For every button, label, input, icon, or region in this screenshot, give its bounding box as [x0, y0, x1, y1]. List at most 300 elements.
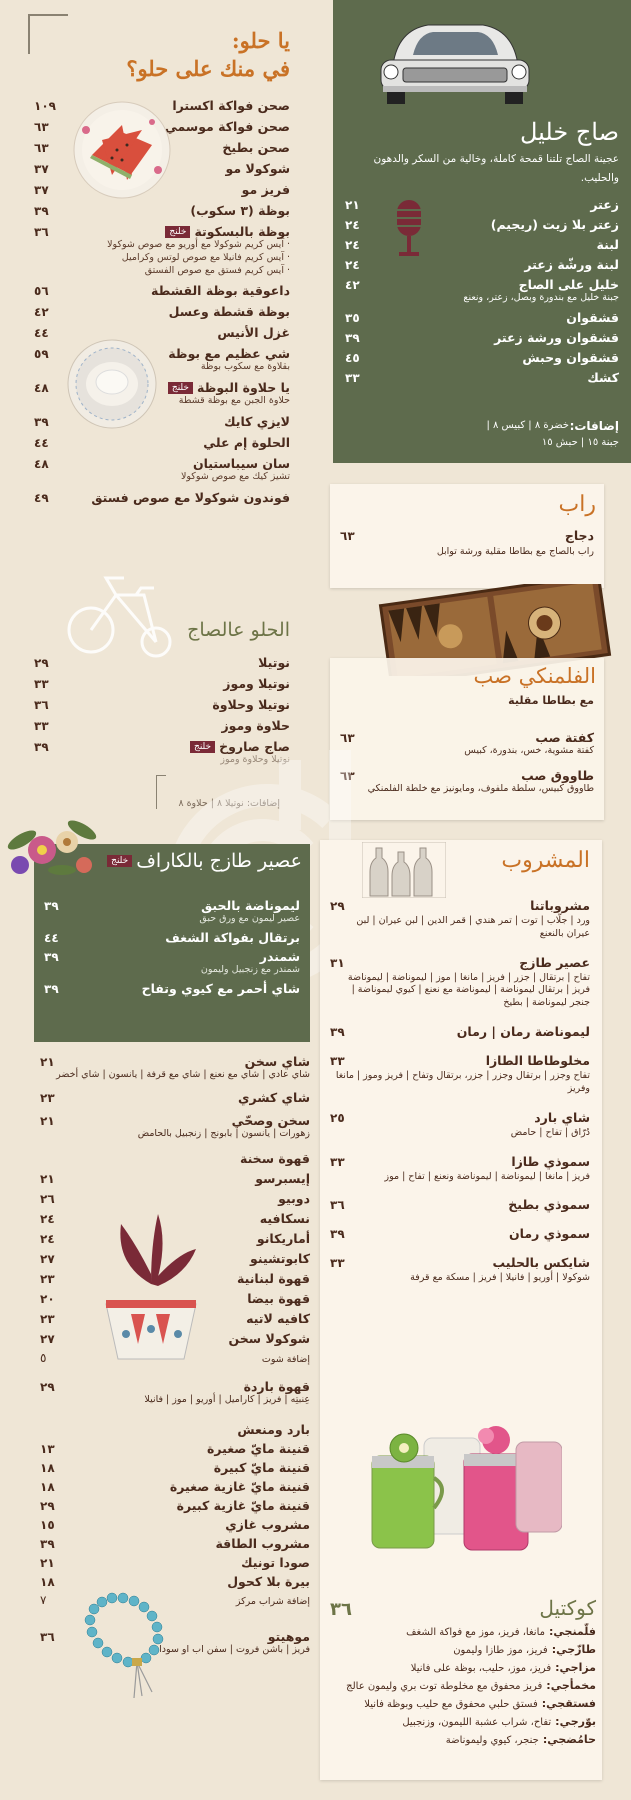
dessert-item-price: ٥٦ — [34, 284, 49, 299]
saj-item-price: ٢١ — [345, 198, 360, 212]
saj-list — [345, 192, 619, 385]
dessert-item-label-group — [242, 182, 290, 197]
dessert-item-note: حلاوة الجبن مع بوظة قشطة — [178, 395, 290, 407]
coffee-item-price: ٥ — [40, 1350, 47, 1365]
cold-drink-item-price: ٧ — [40, 1593, 47, 1608]
drink-item-name: شايكس بالحليب — [492, 1255, 590, 1271]
drink-item-price: ٣١ — [330, 955, 345, 970]
dessert-item-name: فريز مو — [241, 182, 290, 197]
dessert-item-badge: خلنج — [165, 226, 190, 238]
sweet-saj-item-name: نوتيلا وحلاوة — [212, 697, 290, 712]
dessert-item-price: ٥٩ — [34, 347, 49, 362]
juice-item-price: ٣٩ — [44, 949, 59, 964]
saj-item-price: ٤٢ — [345, 278, 360, 292]
dessert-item-name: سان سيباستيان — [192, 456, 290, 472]
coffee-item-name: قهوة لبنانية — [237, 1270, 310, 1286]
cocktail-item — [330, 1733, 596, 1746]
saj-description: عجينة الصاج تلتنا قمحة كاملة، وخالية من السكر والدهون والحليب. — [373, 153, 619, 185]
flamenco-item-label-group — [521, 768, 594, 783]
drink-item-note: ورد | جلّاب | توت | تمر هندي | قمر الدين | لبن عيران | لبن عيران بالنعنع — [356, 915, 590, 939]
hot-drink-item-name: شاي سخن — [244, 1054, 310, 1069]
sweet-saj-extras: إضافات: نوتيلا ٨ | حلاوة ٨ — [178, 798, 280, 809]
cocktail-item-name: فستقجي: — [541, 1697, 596, 1710]
hot-coffee-heading: قهوة سخنة — [240, 1150, 310, 1166]
sweet-saj-item-name: نوتيلا وموز — [223, 676, 290, 691]
drink-item-label-group — [519, 955, 590, 970]
wrap-item-price: ٦٣ — [340, 529, 355, 543]
juice-item — [44, 949, 300, 964]
saj-item — [345, 257, 619, 272]
coffee-item-price: ٢١ — [40, 1171, 55, 1186]
wrap-item-note: راب بالصاج مع بطاطا مقلية ورشة توابل — [436, 546, 594, 557]
saj-item-label-group — [522, 350, 619, 365]
dessert-item — [34, 490, 290, 505]
saj-item-name: خليل على الصاج — [518, 277, 619, 292]
saj-item — [345, 277, 619, 292]
drink-item-price: ٢٩ — [330, 899, 345, 913]
cocktail-item-desc: تفاح، شراب عشبة الليمون، وزنجبيل — [402, 1717, 552, 1728]
sweet-saj-title: الحلو عالصاج — [187, 619, 290, 641]
saj-item-label-group — [524, 257, 619, 272]
sweet-saj-item-price: ٣٦ — [34, 698, 49, 712]
coffee-item-price: ٢٣ — [40, 1311, 55, 1326]
drink-item — [330, 955, 590, 970]
dessert-plate-image — [66, 338, 158, 430]
sweet-saj-item-price: ٣٣ — [34, 677, 49, 691]
sweet-saj-item-label-group — [212, 697, 290, 712]
juice-item-price: ٣٩ — [44, 899, 59, 913]
flamenco-item-price: ٦٣ — [340, 768, 355, 783]
cocktail-item-desc: فستق حلبي محفوق مع حليب وبوظة فانيلا — [364, 1699, 538, 1710]
sweet-saj-item — [34, 655, 290, 670]
drinks-title: المشروب — [501, 848, 590, 873]
dessert-item — [34, 435, 290, 450]
drink-item-price: ٣٩ — [330, 1025, 345, 1040]
sweet-saj-item-badge: خلنج — [190, 741, 215, 753]
desserts-subheading: في منك على حلو؟ — [126, 56, 290, 81]
drink-item-note: تفاح وجزر | برتقال وجزر | جزر، برتقال وتفاح | فريز وموز | مانغا وفريز — [335, 1070, 590, 1094]
saj-item-name: قشقوان — [566, 309, 619, 325]
dessert-item-label-group — [217, 325, 290, 340]
drink-item-label-group — [511, 1154, 590, 1169]
saj-item-price: ٤٥ — [345, 350, 360, 365]
cocktail-item — [330, 1643, 596, 1656]
flowers-illustration — [2, 810, 102, 890]
dessert-item-note: تشيز كيك مع صوص شوكولا — [180, 471, 290, 483]
saj-item — [345, 237, 619, 252]
coffee-item-price: ٢٤ — [40, 1211, 55, 1226]
cocktail-item — [330, 1715, 596, 1728]
saj-item-price: ٢٤ — [345, 258, 360, 272]
saj-item-price: ٣٣ — [345, 370, 360, 385]
cold-drink-item-price: ١٣ — [40, 1442, 55, 1457]
coffee-item-name: إيسبرسو — [255, 1170, 310, 1186]
drink-item — [330, 898, 590, 913]
drink-item-price: ٣٣ — [330, 1256, 345, 1271]
cold-drink-item-name: قنينة مايّ غازية صغيرة — [169, 1479, 310, 1495]
dessert-item-name: صحن بطيخ — [222, 140, 290, 155]
cold-drink-item-price: ١٨ — [40, 1480, 55, 1495]
dessert-item-label-group — [168, 346, 290, 361]
dessert-item-name: فوندون شوكولا مع صوص فستق — [91, 489, 290, 505]
hot-drink-item-price: ٢٣ — [40, 1090, 55, 1105]
cocktail-item — [330, 1679, 596, 1692]
dessert-item — [34, 456, 290, 471]
dessert-item-label-group — [193, 456, 290, 471]
dessert-item-name: بوظة بالبسكوتة — [194, 224, 290, 239]
vintage-car-image — [373, 10, 533, 110]
saj-item-note: جبنة خليل مع بندورة وبصل، زعتر، ونعنع — [463, 292, 619, 303]
coffee-item-name: كابوتشينو — [250, 1250, 310, 1266]
saj-item-price: ٣٥ — [345, 310, 360, 325]
saj-item-label-group — [566, 310, 619, 325]
wrap-item-row — [340, 528, 594, 543]
juice-list — [44, 894, 300, 996]
drink-item — [330, 1053, 590, 1068]
drink-item-label-group — [486, 1053, 590, 1068]
saj-item-name: لبنة ورشّة زعتر — [524, 257, 619, 272]
saj-item-price: ٢٤ — [345, 238, 360, 252]
drink-item-note: فريز | مانغا | ليموناضة | ليموناضة ونعنع | تفاح | موز — [384, 1170, 590, 1182]
drink-item-label-group — [509, 1226, 590, 1241]
corner-ornament — [28, 14, 68, 54]
juice-item — [44, 898, 300, 913]
juice-item-label-group — [201, 898, 300, 913]
cocktail-title-row — [330, 1596, 596, 1620]
flamenco-item-name: طاووق صب — [521, 767, 594, 783]
juice-item-name: شمندر — [259, 948, 300, 964]
wrap-title: راب — [558, 492, 596, 517]
mojito-item-note: فريز | باشن فروت | سفن اب او سودا — [159, 1644, 310, 1656]
dessert-item-name: بوظة قشطة وعسل — [168, 304, 290, 320]
coffee-item-name: إضافة شوت — [261, 1353, 310, 1365]
dessert-item-label-group — [172, 98, 290, 113]
cocktail-item — [330, 1697, 596, 1710]
dessert-item-price: ٣٩ — [34, 415, 49, 430]
coffee-item-price: ٢٠ — [40, 1291, 55, 1306]
dessert-item-name: غزل الأنيس — [217, 325, 290, 341]
drink-item — [330, 1255, 590, 1270]
cold-drink-item — [40, 1498, 310, 1513]
wrap-card — [330, 484, 604, 588]
drink-item-label-group — [530, 898, 590, 913]
dessert-item-label-group — [226, 161, 290, 176]
dessert-item-name: يا حلاوة البوظة — [196, 380, 290, 396]
coffee-cup-illustration — [96, 1214, 206, 1364]
dessert-item-name: لايزي كايك — [224, 414, 290, 430]
hot-drink-item — [40, 1113, 310, 1128]
cocktail-item-desc: فريز محفوق مع مخلوطة توت بري وليمون عالج — [346, 1681, 543, 1692]
saj-item-label-group — [590, 197, 619, 212]
dessert-item-price: ٤٢ — [34, 305, 49, 320]
hot-drink-item-price: ٢١ — [40, 1055, 55, 1069]
saj-item-label-group — [587, 370, 619, 385]
cold-drink-item — [40, 1460, 310, 1475]
cocktail-title: كوكتيل — [539, 1596, 596, 1620]
dessert-item-price: ٣٩ — [34, 204, 49, 218]
hot-drink-item — [40, 1090, 310, 1105]
drink-item-label-group — [534, 1110, 590, 1125]
juice-title-row — [103, 850, 302, 872]
cold-drink-item-price: ٢١ — [40, 1556, 55, 1571]
drink-item-name: عصير طازج — [519, 954, 590, 970]
coffee-item — [40, 1171, 310, 1186]
coffee-item-price: ٢٣ — [40, 1271, 55, 1286]
cold-drink-item — [40, 1441, 310, 1456]
cold-coffee-item — [40, 1379, 310, 1394]
sweet-saj-item-name: نوتيلا — [258, 655, 290, 670]
saj-item — [345, 370, 619, 385]
saj-item-label-group — [519, 277, 619, 292]
drink-item-price: ٣٩ — [330, 1227, 345, 1242]
cold-drink-item-price: ٢٩ — [40, 1499, 55, 1514]
dessert-item-label-group — [169, 304, 290, 319]
drink-item-name: سموذي رمان — [508, 1226, 590, 1242]
prayer-beads-illustration — [82, 1592, 182, 1702]
hot-drink-item-price: ٢١ — [40, 1113, 55, 1128]
dessert-item-label-group — [203, 435, 290, 450]
coffee-item-name: شوكولا سخن — [228, 1330, 310, 1346]
sweet-saj-item-name: حلاوة وموز — [221, 718, 290, 733]
drink-item — [330, 1226, 590, 1241]
juice-title: عصير طازج بالكاراف — [136, 850, 302, 872]
juice-item-label-group — [260, 949, 300, 964]
cold-coffee-item-name: قهوة باردة — [243, 1378, 310, 1394]
drink-item-name: شاي بارد — [534, 1109, 590, 1125]
cold-drink-item — [40, 1555, 310, 1570]
dessert-item-note: · آيس كريم فستق مع صوص الفستق — [144, 264, 290, 276]
sweet-saj-item-note: نوتيلا وحلاوة وموز — [220, 754, 290, 765]
cocktail-item — [330, 1661, 596, 1674]
mason-jar-drinks-image — [366, 1418, 562, 1554]
sweet-saj-item-price: ٢٩ — [34, 656, 49, 670]
saj-item-label-group — [597, 237, 619, 252]
juice-item-label-group — [142, 981, 300, 996]
dessert-item-name: صحن فواكة موسمي — [164, 119, 290, 134]
drink-item-price: ٣٣ — [330, 1054, 345, 1069]
drink-item-note: شوكولا | أوريو | فانيلا | فريز | مسكة مع قرفة — [410, 1272, 590, 1284]
cold-drink-item-name: قنينة مايّ صغيرة — [206, 1441, 310, 1457]
drink-item-name: مشروباتنا — [530, 898, 590, 913]
dessert-item-note: · آيس كريم شوكولا مع أوريو مع صوص شوكولا — [107, 239, 290, 250]
cold-drink-item-price: ١٨ — [40, 1461, 55, 1476]
cocktail-item-desc: جنجر، كيوي وليموناضة — [445, 1735, 539, 1746]
sweet-saj-item — [34, 697, 290, 712]
dessert-item — [34, 304, 290, 319]
cocktail-price: ٣٦ — [330, 1599, 352, 1620]
juice-item-price: ٣٩ — [44, 981, 59, 996]
hot-drink-item-note: زهورات | يانسون | بابونج | زنجبيل بالحامض — [137, 1127, 310, 1139]
cold-drinks-heading: بارد ومنعش — [237, 1422, 310, 1438]
dessert-item — [34, 203, 290, 218]
drink-item-price: ٣٦ — [330, 1198, 345, 1213]
flamenco-item-label-group — [535, 730, 594, 745]
cocktail-item-name: حامُضجي: — [542, 1733, 596, 1746]
dessert-item-label-group — [222, 140, 290, 155]
juice-item — [44, 930, 300, 945]
flamenco-title: الفلمنكي صب — [473, 664, 596, 688]
saj-extras-label: إضافات: — [569, 419, 619, 433]
dessert-item-price: ٤٤ — [34, 326, 49, 341]
flamenco-item-price: ٦٣ — [340, 731, 355, 745]
dessert-item-price: ٦٣ — [34, 120, 49, 134]
cocktail-list — [330, 1625, 596, 1746]
saj-item-name: زعتر — [590, 197, 619, 212]
saj-panel — [333, 0, 631, 463]
cold-drink-item — [40, 1479, 310, 1494]
saj-item — [345, 330, 619, 345]
sweet-saj-item-price: ٣٣ — [34, 719, 49, 733]
dessert-item-name: شوكولا مو — [225, 161, 290, 176]
cocktail-item-name: مزاجي: — [555, 1661, 596, 1674]
cold-drink-item-name: قنينة مايّ كبيرة — [213, 1460, 310, 1476]
juice-item — [44, 981, 300, 996]
saj-item-name: قشقوان ورشة زعتر — [494, 329, 619, 345]
juice-badge: خلنج — [107, 855, 132, 867]
juice-item-name: ليموناضة بالحبق — [201, 898, 300, 913]
cold-drink-item-price: ١٨ — [40, 1575, 55, 1590]
mojito-item-price: ٣٦ — [40, 1630, 55, 1645]
cocktail-item-name: مخمأجي: — [546, 1679, 596, 1692]
saj-item-name: زعتر بلا زيت (ريجيم) — [490, 217, 619, 232]
dessert-item-price: ٣٦ — [34, 225, 49, 239]
dessert-item-label-group — [190, 203, 290, 218]
drink-item — [330, 1024, 590, 1039]
cold-drink-item-name: إضافة شراب مركز — [235, 1596, 310, 1608]
dessert-item-price: ٣٧ — [34, 183, 49, 197]
sweet-saj-item-label-group — [223, 676, 290, 691]
saj-item-name: قشقوان وحبش — [522, 349, 619, 365]
juice-item-name: برتقال بفواكة الشغف — [165, 929, 300, 945]
saj-item — [345, 350, 619, 365]
saj-item — [345, 310, 619, 325]
drink-item-label-group — [493, 1255, 591, 1270]
drink-item-note: دُرّاق | تفاح | حامض — [510, 1126, 590, 1138]
desserts-section — [28, 14, 290, 574]
hot-drink-item-name: شاي كشري — [237, 1089, 310, 1105]
cold-drink-item-name: بيرة بلا كحول — [227, 1574, 310, 1590]
cold-drink-item — [40, 1536, 310, 1551]
saj-item-name: لبنة — [596, 237, 619, 252]
dessert-item-price: ٦٣ — [34, 141, 49, 155]
saj-item — [345, 197, 619, 212]
cold-drink-item-name: مشروب الطاقة — [215, 1536, 310, 1552]
cocktail-item-desc: مانغا، فريز، موز مع فواكة الشغف — [406, 1627, 545, 1638]
drink-item-name: سموذي طازا — [511, 1153, 590, 1169]
saj-extras-line2: جبنة ١٥ | حبش ١٥ — [541, 437, 619, 448]
dessert-item-price: ٤٩ — [34, 490, 49, 505]
coffee-item-name: قهوة بيضا — [247, 1290, 310, 1306]
saj-item-label-group — [491, 217, 619, 232]
coffee-item-name: دوبيو — [278, 1190, 310, 1206]
dessert-item-label-group — [151, 283, 290, 298]
dessert-item-label-group — [161, 224, 290, 239]
cocktail-item-name: بوّرجي: — [555, 1715, 596, 1728]
cocktail-item — [330, 1625, 596, 1638]
dessert-item-badge: خلنج — [168, 382, 193, 394]
dessert-item-label-group — [91, 490, 290, 505]
sweet-saj-item-name: صاج صاروخ — [219, 739, 290, 754]
cold-drink-item — [40, 1574, 310, 1589]
cold-drink-item-name: صودا تونيك — [241, 1555, 310, 1571]
juice-item-label-group — [165, 930, 300, 945]
dessert-item-name: بوظة (٣ سكوب) — [190, 203, 290, 218]
dessert-item-price: ١٠٩ — [34, 99, 56, 113]
juice-item-note: عصير ليمون مع ورق حبق — [199, 913, 300, 924]
dessert-item-price: ٣٧ — [34, 162, 49, 176]
dessert-item-price: ٤٤ — [34, 436, 49, 451]
hot-drink-item — [40, 1054, 310, 1069]
coffee-item-price: ٢٧ — [40, 1251, 55, 1266]
cocktail-item-desc: فريز، موز، حليب، بوظة على فانيلا — [410, 1663, 552, 1674]
cold-coffee-item-price: ٢٩ — [40, 1379, 55, 1394]
saj-item-price: ٣٩ — [345, 330, 360, 345]
juice-item-price: ٤٤ — [44, 930, 59, 945]
coffee-item-price: ٢٤ — [40, 1231, 55, 1246]
juice-item-name: شاي أحمر مع كيوي وتفاح — [141, 980, 300, 996]
cold-drink-item-price: ٣٩ — [40, 1537, 55, 1552]
dessert-item-note: بقلاوة مع سكوب بوظة — [200, 361, 290, 373]
cold-drink-item-price: ١٥ — [40, 1518, 55, 1533]
cocktail-section — [330, 1596, 596, 1772]
sweet-saj-item-label-group — [258, 655, 290, 670]
dessert-item-name: الحلوة إم علي — [203, 435, 290, 451]
cold-drink-item-name: قنينة مايّ غازية كبيرة — [176, 1498, 310, 1514]
saj-item-price: ٢٤ — [345, 218, 360, 232]
desserts-heading: يا حلو: — [231, 28, 290, 53]
drinks-list — [330, 884, 590, 1285]
drink-item-name: مخلوطاطا الطازا — [485, 1053, 590, 1069]
coffee-item-name: نسكافيه — [259, 1210, 310, 1226]
dessert-item-name: داعوقية بوظة القشطة — [151, 283, 290, 299]
cocktail-item-name: طازّجي: — [551, 1643, 596, 1656]
flamenco-item-name: كفتة صب — [535, 730, 594, 745]
sweet-saj-item-price: ٣٩ — [34, 740, 49, 754]
hot-drink-item-note: شاي عادي | شاي مع نعنع | شاي مع قرفة | يانسون | شاي أخضر — [56, 1069, 310, 1080]
drink-item-name: سموذي بطيخ — [508, 1197, 590, 1213]
coffee-item-name: أماريكانو — [256, 1230, 310, 1246]
hot-drink-item-name: سخن وصحّي — [231, 1112, 310, 1128]
coffee-item-name: كافيه لاتيه — [246, 1310, 310, 1326]
drink-item-label-group — [457, 1024, 590, 1039]
dessert-item-label-group — [164, 380, 290, 395]
wrap-item-name: دجاج — [564, 528, 594, 543]
coffee-item-price: ٢٦ — [40, 1191, 55, 1206]
drink-item — [330, 1110, 590, 1125]
drink-item-price: ٣٣ — [330, 1154, 345, 1169]
cold-coffee-item-note: عِنبتِه | فريز | كاراميل | أوريو | موز | فانيلا — [144, 1393, 310, 1405]
dessert-item-name: شي عظيم مع بوظة — [168, 346, 290, 362]
coffee-item — [40, 1191, 310, 1206]
dessert-item — [34, 224, 290, 239]
dessert-item-name: صحن فواكة اكسترا — [172, 98, 290, 113]
fruit-plate-image — [72, 100, 172, 200]
sweet-saj-item — [34, 676, 290, 691]
cocktail-item-desc: فريز، موز طازا وليمون — [453, 1645, 548, 1656]
dessert-item — [34, 283, 290, 298]
dessert-item-price: ٤٨ — [34, 457, 49, 472]
mojito-item-name: موهيتو — [267, 1629, 310, 1645]
cold-drink-item — [40, 1517, 310, 1532]
drink-item-note: تفاح | برتقال | جزر | فريز | مانغا | موز | ليموناضة | ليموناضة فريز | برتقال ليموناضة | ليموناضة مع نعنع | كيوي ليموناضة | جنجر ليموناضة | بطيخ — [347, 971, 590, 1009]
flamenco-item-note: طاووق كبيس، سلطة ملفوف، ومايونيز مع خلطة الفلمنكي — [367, 782, 594, 794]
drink-item — [330, 1154, 590, 1169]
saj-title: صاج خليل — [519, 118, 619, 146]
saj-item-label-group — [494, 330, 619, 345]
dessert-item-label-group — [165, 119, 290, 134]
saj-extras-line1: خضرة ٨ | كبيس ٨ | — [486, 420, 569, 431]
drink-item-name: ليموناضة رمان | رمان — [456, 1024, 590, 1040]
